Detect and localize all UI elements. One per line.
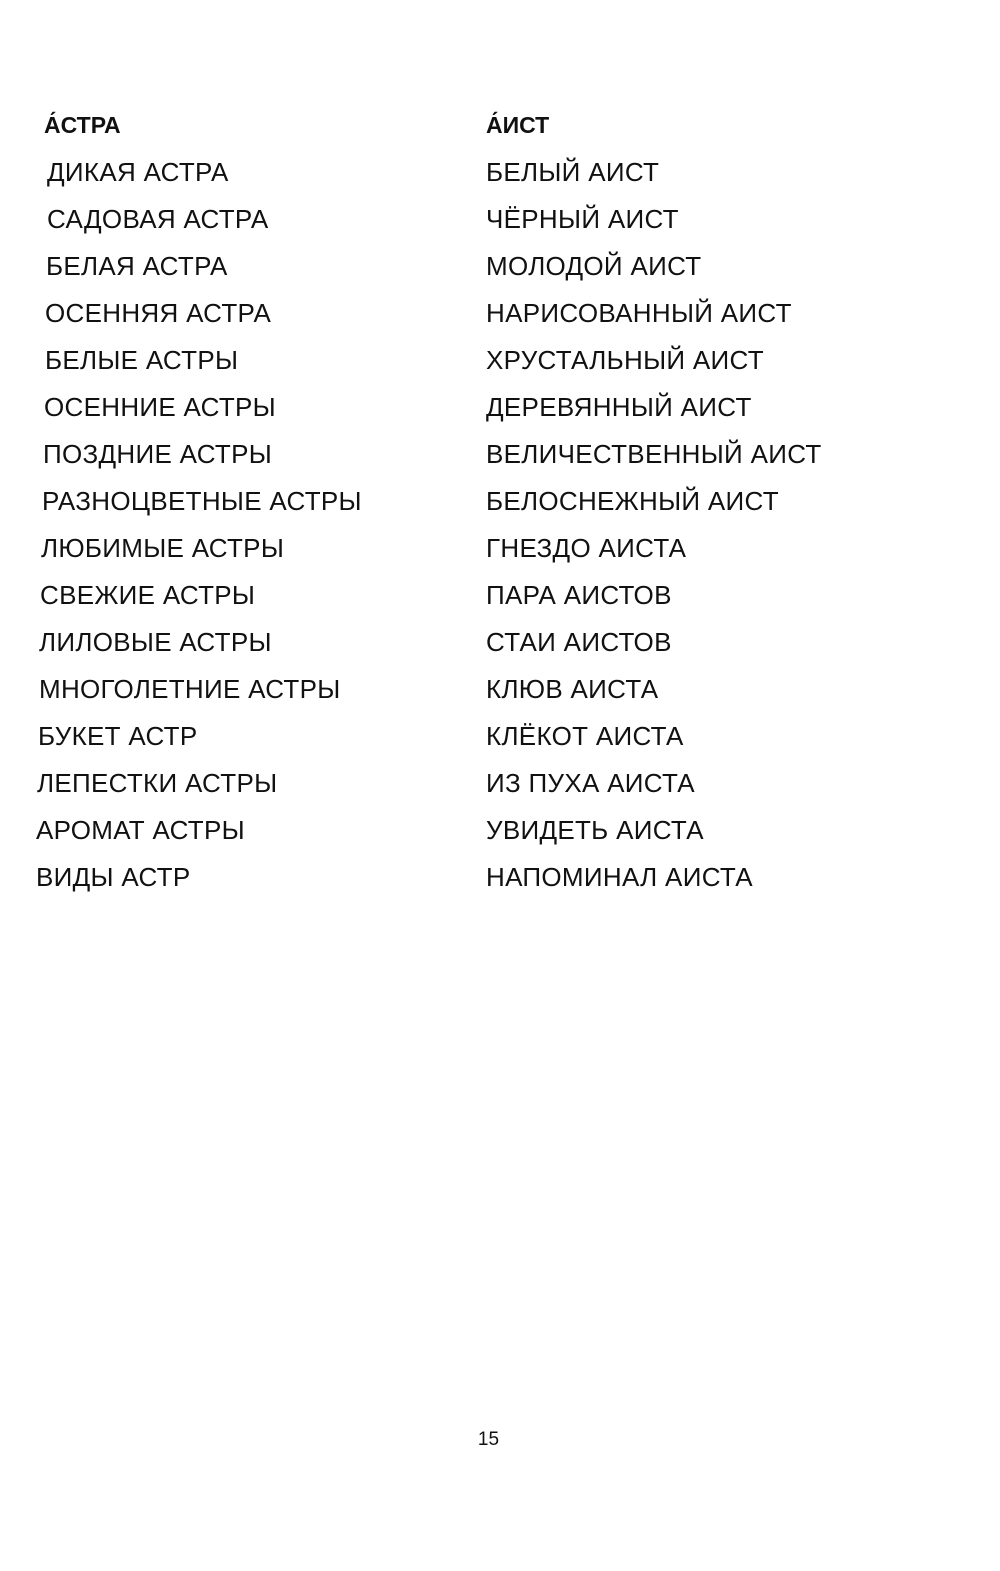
phrase-item: ОСЕННИЕ АСТРЫ [44,392,276,422]
phrase-item: АРОМАТ АСТРЫ [36,815,245,845]
phrase-list-astra [36,149,362,901]
phrase-item: ЛЮБИМЫЕ АСТРЫ [41,533,285,563]
phrase-item: БЕЛОСНЕЖНЫЙ АИСТ [486,486,779,516]
column-heading-aist: А́ИСТ [486,112,550,138]
phrase-item: НАРИСОВАННЫЙ АИСТ [486,298,792,328]
phrase-item: ВИДЫ АСТР [36,862,191,892]
phrase-item: БЕЛАЯ АСТРА [46,251,228,281]
phrase-item: ПАРА АИСТОВ [486,580,672,610]
phrase-list-aist [486,149,822,901]
phrase-item: НАПОМИНАЛ АИСТА [486,862,753,892]
phrase-item: БЕЛЫЙ АИСТ [486,157,660,187]
phrase-item: УВИДЕТЬ АИСТА [486,815,704,845]
phrase-item: БУКЕТ АСТР [38,721,198,751]
page-number: 15 [477,1429,500,1450]
phrase-item: КЛЁКОТ АИСТА [486,721,684,751]
phrase-item: ОСЕННЯЯ АСТРА [45,298,272,328]
phrase-item: ДИКАЯ АСТРА [47,157,229,187]
phrase-item: ПОЗДНИЕ АСТРЫ [43,439,273,469]
word-column-astra [36,102,362,901]
phrase-item: ЧЁРНЫЙ АИСТ [486,204,679,234]
column-heading-astra: А́СТРА [44,112,121,138]
phrase-item: КЛЮВ АИСТА [486,674,659,704]
phrase-item: ЛИЛОВЫЕ АСТРЫ [39,627,272,657]
phrase-item: МОЛОДОЙ АИСТ [486,251,702,281]
phrase-item: ИЗ ПУХА АИСТА [486,768,695,798]
phrase-item: ДЕРЕВЯННЫЙ АИСТ [486,392,752,422]
phrase-item: БЕЛЫЕ АСТРЫ [45,345,239,375]
phrase-item: СТАИ АИСТОВ [486,627,672,657]
phrase-item: ХРУСТАЛЬНЫЙ АИСТ [486,345,764,375]
phrase-item: ЛЕПЕСТКИ АСТРЫ [37,768,278,798]
phrase-item: САДОВАЯ АСТРА [47,204,269,234]
word-column-aist [486,102,822,901]
phrase-item: МНОГОЛЕТНИЕ АСТРЫ [39,674,341,704]
phrase-item: РАЗНОЦВЕТНЫЕ АСТРЫ [42,486,362,516]
phrase-item: ВЕЛИЧЕСТВЕННЫЙ АИСТ [486,439,822,469]
phrase-item: ГНЕЗДО АИСТА [486,533,687,563]
phrase-item: СВЕЖИЕ АСТРЫ [40,580,256,610]
